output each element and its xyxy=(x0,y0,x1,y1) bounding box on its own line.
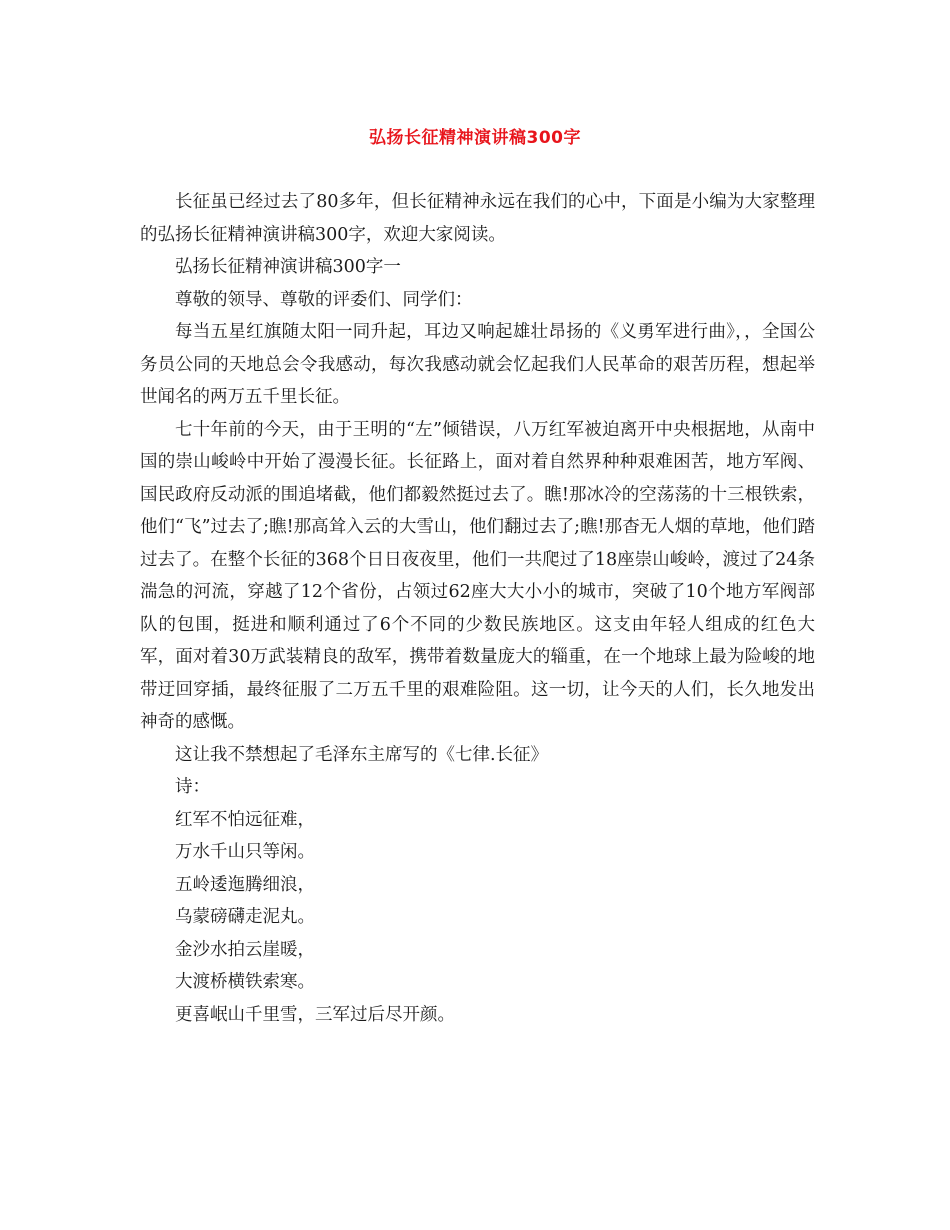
intro-paragraph: 长征虽已经过去了80多年，但长征精神永远在我们的心中，下面是小编为大家整理的弘扬长征精神演讲稿300字，欢迎大家阅读。 xyxy=(140,192,815,245)
poem-intro: 这让我不禁想起了毛泽东主席写的《七律.长征》 xyxy=(175,744,549,765)
document-body xyxy=(140,186,815,1031)
paragraph-1: 每当五星红旗随太阳一同升起，耳边又响起雄壮昂扬的《义勇军进行曲》，，全国公务员公同的天地总会令我感动，每次我感动就会忆起我们人民革命的艰苦历程，想起举世闻名的两万五千里长征。 xyxy=(140,322,815,407)
poem-line: 红军不怕远征难， xyxy=(175,809,315,830)
salutation: 尊敬的领导、尊敬的评委们、同学们： xyxy=(175,289,473,310)
poem-label: 诗： xyxy=(175,777,210,797)
poem-line: 五岭逶迤腾细浪， xyxy=(175,874,315,895)
poem-line: 更喜岷山千里雪，三军过后尽开颜。 xyxy=(175,1004,455,1025)
poem-line: 金沙水拍云崖暖， xyxy=(175,939,315,960)
section-heading: 弘扬长征精神演讲稿300字一 xyxy=(175,257,401,277)
poem-line: 大渡桥横铁索寒。 xyxy=(175,972,315,992)
paragraph-2: 七十年前的今天，由于王明的“左”倾错误，八万红军被迫离开中央根据地，从南中国的崇山峻岭中开始了漫漫长征。长征路上，面对着自然界种种艰难困苦，地方军阀、国民政府反动派的围追堵截，他们都毅然挺过去了。瞧!那冰冷的空荡荡的十三根铁索，他们“飞”过去了;瞧!那高耸入云的大雪山，他们翻过去了;瞧!那杳无人烟的草地，他们踏过去了。在整个长征的368个日日夜夜里，他们一共爬过了18座崇山峻岭，渡过了24条湍急的河流，穿越了12个省份，占领过62座大大小小的城市，突破了10个地方军阀部队的包围，挺进和顺利通过了6个不同的少数民族地区。这支由年轻人组成的红色大军，面对着30万武装精良的敌军，携带着数量庞大的辎重，在一个地球上最为险峻的地带迂回穿插，最终征服了二万五千里的艰难险阻。这一切，让今天的人们，长久地发出神奇的感慨。 xyxy=(140,419,815,732)
poem-line: 万水千山只等闲。 xyxy=(175,842,315,862)
document-title: 弘扬长征精神演讲稿300字 xyxy=(369,128,581,148)
poem-line: 乌蒙磅礴走泥丸。 xyxy=(175,907,315,927)
